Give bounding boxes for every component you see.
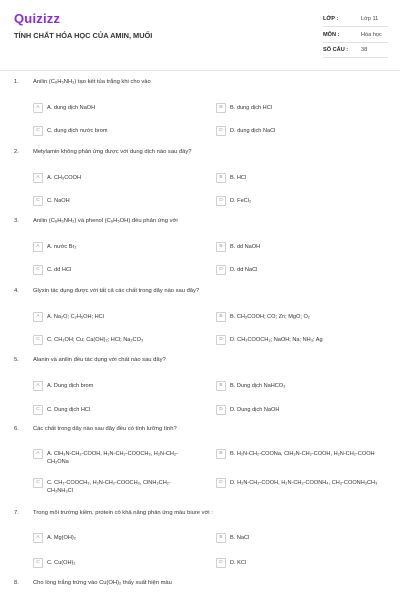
option-text: B. dung dịch HCl [230, 105, 272, 111]
option-text: B. HCl [230, 175, 247, 181]
option-letter-box: B [216, 449, 226, 459]
question-text: Alanin và anilin đều tác dụng với chất nào sau đây? [33, 357, 166, 363]
option-letter-box: A [33, 242, 43, 252]
option-letter-box: B [216, 312, 226, 322]
option-text: A. Na₂O; C₂H₅OH; HCl [47, 314, 104, 320]
option-text: C. CH₃OH; Cu; Ca(OH)₂; HCl; Na₂CO₃ [47, 337, 144, 343]
option-letter-box: C [33, 126, 43, 136]
question-number: 6. [14, 426, 19, 432]
option-text: C. dung dịch nước brom [47, 128, 108, 134]
meta-value: Lớp 11 [361, 16, 379, 22]
option-text: A. ClH₃N-CH₂-COOH, H₂N-CH₂-COOCH₃, H₂N-CH₂-CH₂ONa [47, 451, 179, 465]
meta-label: SỐ CÂU : [323, 47, 349, 53]
option-text: B. dd NaOH [230, 244, 261, 250]
quizizz-logo: Quizizz [14, 11, 61, 26]
option-text: A. Mg(OH)₂ [47, 535, 76, 541]
question-text: Anilin (C₆H₅NH₂) tạo kết tủa trắng khi cho vào [33, 79, 151, 85]
option-text: D. KCl [230, 560, 247, 566]
page-title: TÍNH CHẤT HÓA HỌC CỦA AMIN, MUỐI [14, 31, 153, 40]
option-letter-box: B [216, 173, 226, 183]
option-letter-box: C [33, 405, 43, 415]
option-letter-box: C [33, 478, 43, 488]
question-number: 5. [14, 357, 19, 363]
option-text: D. dd NaCl [230, 267, 258, 273]
option-letter-box: D [216, 335, 226, 345]
question-number: 3. [14, 218, 19, 224]
meta-value: Hóa học [361, 32, 382, 38]
option-text: D. H₂N-CH₂-COOH, H₂N-CH₂-COONH₄, CH₃-COONH₃CH₃ [230, 480, 378, 486]
option-letter-box: C [33, 196, 43, 206]
option-text: B. CH₃COOH; CO; Zn; MgO; O₂ [230, 314, 310, 320]
option-letter-box: B [216, 533, 226, 543]
meta-underline [323, 42, 388, 43]
option-text: C. Cu(OH)₂ [47, 560, 76, 566]
option-letter-box: C [33, 335, 43, 345]
option-text: A. nước Br₂ [47, 244, 77, 250]
option-letter-box: D [216, 478, 226, 488]
option-text: D. FeCl₂ [230, 198, 252, 204]
option-letter-box: A [33, 312, 43, 322]
option-text: B. H₂N-CH₂-COONa, ClH₃N-CH₂-COOH, H₂N-CH₂-COOH [230, 451, 375, 457]
option-text: D. CH₃COOCH₃; NaOH; Na; NH₃; Ag [230, 337, 323, 343]
question-number: 1. [14, 79, 19, 85]
option-letter-box: B [216, 103, 226, 113]
option-text: C. CH₃-COOCH₃, H₂N-CH₂-COOCH₃, ClNH₃CH₂-CH₂NH₃Cl [47, 480, 171, 494]
option-text: A. Dung dịch brom [47, 383, 94, 389]
option-text: A. dung dịch NaOH [47, 105, 96, 111]
option-letter-box: D [216, 265, 226, 275]
option-text: A. CH₃COOH [47, 175, 81, 181]
meta-underline [323, 26, 388, 27]
meta-label: MÔN : [323, 32, 340, 38]
option-letter-box: A [33, 449, 43, 459]
meta-label: LỚP : [323, 16, 339, 22]
question-number: 2. [14, 149, 19, 155]
worksheet-header [0, 0, 400, 70]
option-letter-box: D [216, 558, 226, 568]
option-text: D. dung dịch NaCl [230, 128, 276, 134]
header-divider [0, 70, 400, 71]
option-letter-box: C [33, 265, 43, 275]
question-number: 8. [14, 580, 19, 586]
option-text: C. dd HCl [47, 267, 72, 273]
question-text: Anilin (C₆H₅NH₂) và phenol (C₆H₅OH) đều phản ứng với [33, 218, 178, 224]
question-text: Metylamin không phản ứng được với dung dịch nào sau đây? [33, 149, 192, 155]
question-text: Các chất trong dãy nào sau đây đều có tính lưỡng tính? [33, 426, 177, 432]
option-text: B. Dung dịch NaHCO₃ [230, 383, 286, 389]
option-letter-box: A [33, 533, 43, 543]
option-letter-box: D [216, 196, 226, 206]
question-number: 4. [14, 288, 19, 294]
question-text: Cho lòng trắng trứng vào Cu(OH)₂ thấy xuất hiện màu [33, 580, 172, 586]
option-text: D. Dung dịch NaOH [230, 407, 280, 413]
option-text: C. Dung dịch HCl [47, 407, 91, 413]
option-letter-box: D [216, 405, 226, 415]
option-letter-box: A [33, 381, 43, 391]
option-letter-box: D [216, 126, 226, 136]
option-letter-box: A [33, 103, 43, 113]
question-text: Trong môi trường kiềm, protein có khả năng phản ứng màu biure với : [33, 510, 213, 516]
option-text: C. NaOH [47, 198, 70, 204]
question-text: Glyxin tác dụng được với tất cả các chất trong dãy nào sau đây? [33, 288, 200, 294]
option-letter-box: A [33, 173, 43, 183]
option-text: B. NaCl [230, 535, 250, 541]
option-letter-box: B [216, 242, 226, 252]
question-number: 7. [14, 510, 19, 516]
option-letter-box: B [216, 381, 226, 391]
meta-underline [323, 57, 388, 58]
meta-value: 38 [361, 47, 368, 53]
option-letter-box: C [33, 558, 43, 568]
